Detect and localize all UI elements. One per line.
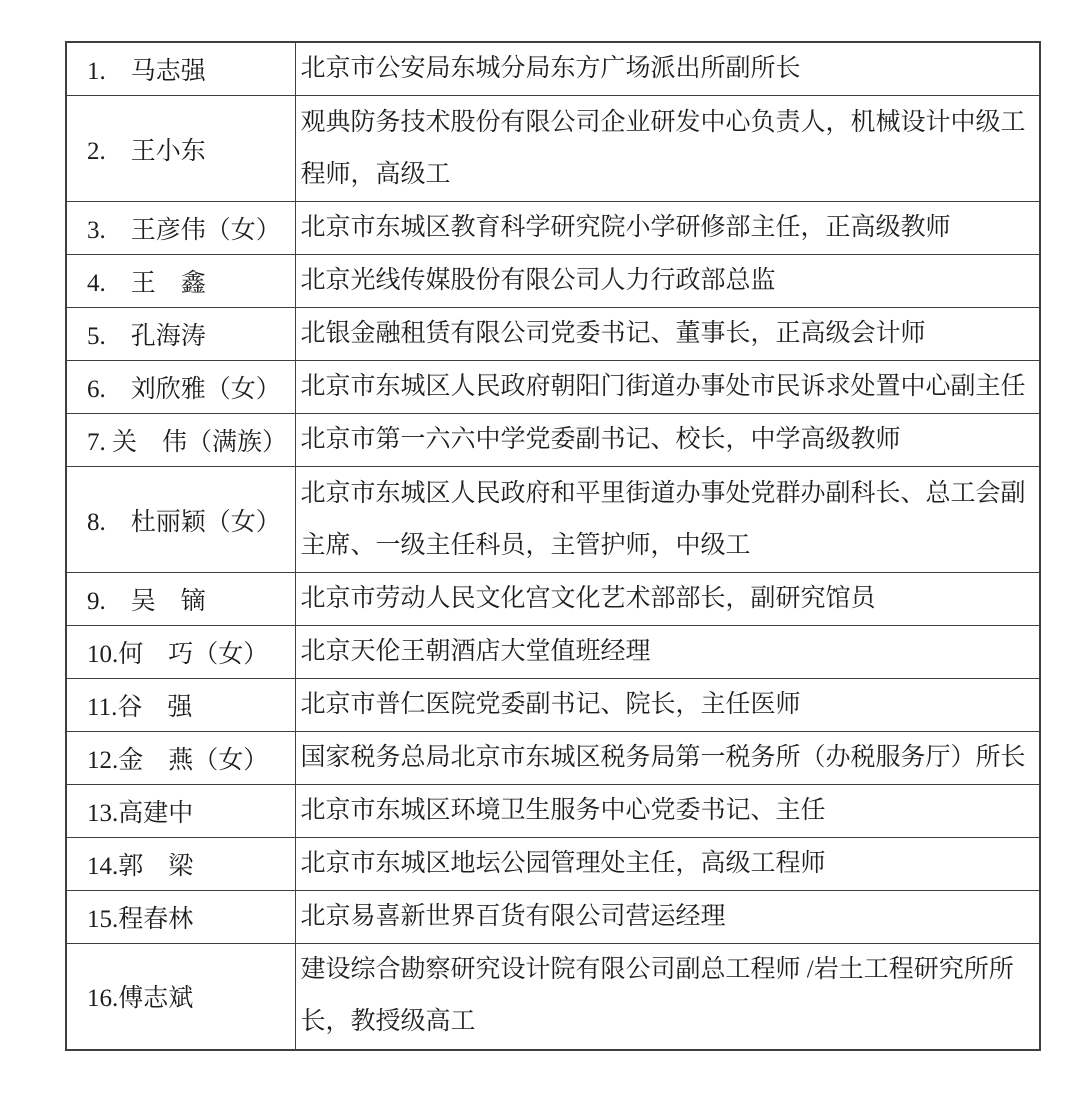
table-row bbox=[66, 361, 1040, 414]
title-cell: 北京市第一六六中学党委副书记、校长，中学高级教师 bbox=[295, 414, 1040, 467]
person-cell: 5. 孔海涛 bbox=[66, 308, 295, 361]
table-row bbox=[66, 414, 1040, 467]
table-row bbox=[66, 308, 1040, 361]
title-cell: 北京市劳动人民文化宫文化艺术部部长，副研究馆员 bbox=[295, 573, 1040, 626]
table-row bbox=[66, 785, 1040, 838]
table-row bbox=[66, 626, 1040, 679]
person-cell: 14.郭 梁 bbox=[66, 838, 295, 891]
person-cell: 16.傅志斌 bbox=[66, 944, 295, 1050]
person-cell: 9. 吴 镝 bbox=[66, 573, 295, 626]
table-row bbox=[66, 573, 1040, 626]
table-row bbox=[66, 679, 1040, 732]
person-cell: 3. 王彦伟（女） bbox=[66, 202, 295, 255]
roster-table bbox=[65, 41, 1041, 1051]
table-row bbox=[66, 255, 1040, 308]
person-cell: 10.何 巧（女） bbox=[66, 626, 295, 679]
title-cell: 建设综合勘察研究设计院有限公司副总工程师 /岩土工程研究所所长，教授级高工 bbox=[295, 944, 1040, 1050]
title-cell: 北京市东城区教育科学研究院小学研修部主任，正高级教师 bbox=[295, 202, 1040, 255]
table-row bbox=[66, 202, 1040, 255]
title-cell: 北京市东城区地坛公园管理处主任，高级工程师 bbox=[295, 838, 1040, 891]
title-cell: 北京市公安局东城分局东方广场派出所副所长 bbox=[295, 42, 1040, 96]
title-cell: 北京市东城区人民政府朝阳门街道办事处市民诉求处置中心副主任 bbox=[295, 361, 1040, 414]
table-row bbox=[66, 42, 1040, 96]
person-cell: 11.谷 强 bbox=[66, 679, 295, 732]
title-cell: 北京市普仁医院党委副书记、院长，主任医师 bbox=[295, 679, 1040, 732]
table-row bbox=[66, 732, 1040, 785]
person-cell: 6. 刘欣雅（女） bbox=[66, 361, 295, 414]
table-row bbox=[66, 944, 1040, 1050]
title-cell: 观典防务技术股份有限公司企业研发中心负责人，机械设计中级工程师，高级工 bbox=[295, 96, 1040, 202]
title-cell: 北京天伦王朝酒店大堂值班经理 bbox=[295, 626, 1040, 679]
title-cell: 北银金融租赁有限公司党委书记、董事长，正高级会计师 bbox=[295, 308, 1040, 361]
table-row bbox=[66, 838, 1040, 891]
person-cell: 12.金 燕（女） bbox=[66, 732, 295, 785]
table-row bbox=[66, 891, 1040, 944]
person-cell: 8. 杜丽颖（女） bbox=[66, 467, 295, 573]
person-cell: 15.程春林 bbox=[66, 891, 295, 944]
title-cell: 北京光线传媒股份有限公司人力行政部总监 bbox=[295, 255, 1040, 308]
title-cell: 北京市东城区环境卫生服务中心党委书记、主任 bbox=[295, 785, 1040, 838]
title-cell: 国家税务总局北京市东城区税务局第一税务所（办税服务厅）所长 bbox=[295, 732, 1040, 785]
person-cell: 4. 王 鑫 bbox=[66, 255, 295, 308]
person-cell: 2. 王小东 bbox=[66, 96, 295, 202]
roster-body bbox=[66, 42, 1040, 1050]
person-cell: 1. 马志强 bbox=[66, 42, 295, 96]
title-cell: 北京易喜新世界百货有限公司营运经理 bbox=[295, 891, 1040, 944]
table-row bbox=[66, 96, 1040, 202]
table-row bbox=[66, 467, 1040, 573]
person-cell: 7. 关 伟（满族） bbox=[66, 414, 295, 467]
person-cell: 13.高建中 bbox=[66, 785, 295, 838]
title-cell: 北京市东城区人民政府和平里街道办事处党群办副科长、总工会副主席、一级主任科员，主管护师，中级工 bbox=[295, 467, 1040, 573]
roster-table-container bbox=[65, 41, 1041, 1051]
